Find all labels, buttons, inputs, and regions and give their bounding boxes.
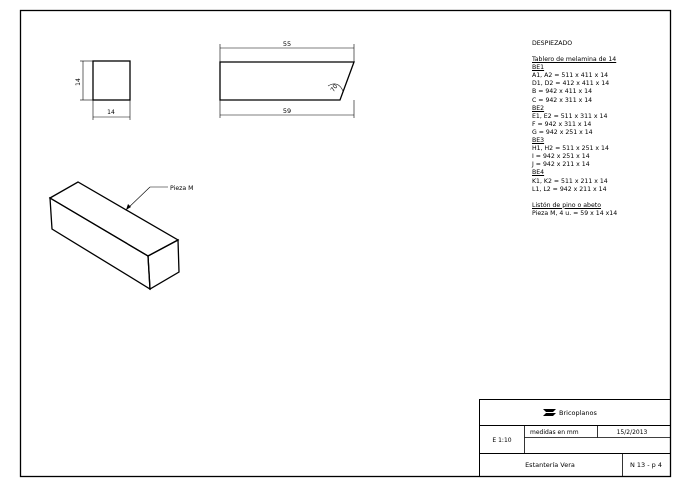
be3-line: H1, H2 = 511 x 251 x 14 [532,145,609,153]
be1-line: A1, A2 = 511 x 411 x 14 [532,72,609,80]
scale-text: E 1:10 [492,437,512,444]
piece-label: Pieza M [170,185,194,192]
be4-heading: BE4 [532,169,545,177]
iso-end-face [148,240,179,289]
dim-top-length: 55 [282,40,292,48]
be2-line: G = 942 x 251 x 14 [532,128,593,136]
square-profile [93,61,130,100]
dim-square-width: 14 [107,109,115,116]
iso-top-face [50,182,178,256]
dim-square-height: 14 [75,78,82,86]
title-block [480,400,671,477]
dim-angle: 70 [329,83,340,94]
side-view [220,40,354,118]
be2-line: E1, E2 = 511 x 311 x 14 [532,112,608,120]
side-profile [220,62,354,100]
units-text: medidas en mm [530,429,579,436]
date-text: 15/2/2013 [616,429,648,436]
dim-bottom-length: 59 [282,107,292,115]
be3-line: I = 942 x 251 x 14 [532,153,590,161]
logo-icon [543,409,556,416]
be2-line: F = 942 x 311 x 14 [532,120,592,128]
be4-line: L1, L2 = 942 x 211 x 14 [532,185,607,193]
be1-heading: BE1 [532,64,545,72]
notes-title: DESPIEZADO [532,40,573,47]
section2-title: Listón de pino o abeto [532,201,602,209]
be1-line: C = 942 x 311 x 14 [532,96,593,104]
sheet-number: N 13 - p 4 [629,461,663,469]
iso-front-face [50,198,150,289]
be3-line: J = 942 x 211 x 14 [532,161,590,169]
square-view [75,61,130,120]
be1-line: D1, D2 = 412 x 411 x 14 [532,80,610,88]
be1-line: B = 942 x 411 x 14 [532,88,593,96]
leader-arrow [126,204,131,210]
cutting-list [532,40,682,218]
section1-title: Tablero de melamina de 14 [532,56,617,64]
project-name: Estantería Vera [525,461,575,469]
logo-text: Bricoplanos [559,409,597,417]
be4-line: K1, K2 = 511 x 211 x 14 [532,177,608,185]
isometric-view [50,182,193,289]
be3-heading: BE3 [532,137,545,145]
section2-line: Pieza M, 4 u. = 59 x 14 x14 [532,209,618,217]
be2-heading: BE2 [532,104,545,112]
